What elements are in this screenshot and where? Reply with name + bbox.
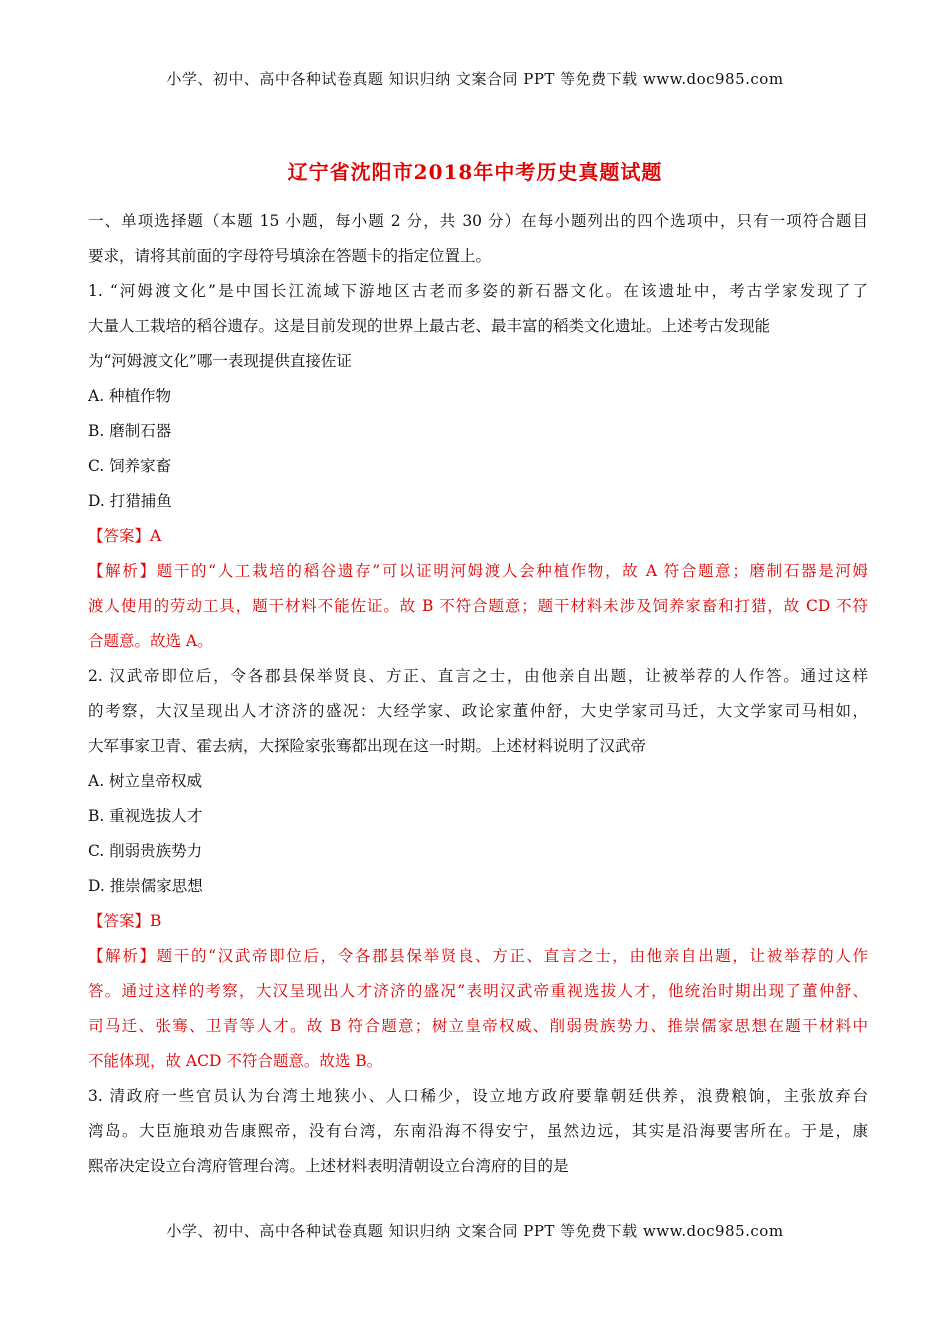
question-1-stem: 为“河姆渡文化”哪一表现提供直接佐证 <box>88 352 352 370</box>
question-2-stem: 2. 汉武帝即位后，令各郡县保举贤良、方正、直言之士，由他亲自出题，让被举荐的人作答。通过这样 <box>88 667 868 685</box>
question-2-option-c: C. 削弱贵族势力 <box>88 842 203 860</box>
question-1-option-a: A. 种植作物 <box>88 387 172 405</box>
question-1-stem: 1. “河姆渡文化”是中国长江流域下游地区古老而多姿的新石器文化。在该遗址中，考古学家发现了了 <box>88 282 868 300</box>
question-2-stem: 的考察，大汉呈现出人才济济的盛况：大经学家、政论家董仲舒，大史学家司马迁，大文学家司马相如， <box>88 702 868 720</box>
question-2-analysis: 不能体现，故 ACD 不符合题意。故选 B。 <box>88 1052 383 1070</box>
page-title: 辽宁省沈阳市2018年中考历史真题试题 <box>287 160 663 184</box>
section-instruction-line: 要求，请将其前面的字母符号填涂在答题卡的指定位置上。 <box>88 247 492 265</box>
question-3-stem: 3. 清政府一些官员认为台湾土地狭小、人口稀少，设立地方政府要靠朝廷供养，浪费粮饷，主张放弃台 <box>88 1087 868 1105</box>
question-1-option-c: C. 饲养家畜 <box>88 457 172 475</box>
question-3-stem: 湾岛。大臣施琅劝告康熙帝，没有台湾，东南沿海不得安宁，虽然边远，其实是沿海要害所在。于是，康 <box>88 1122 868 1140</box>
exam-content <box>88 204 868 1184</box>
question-2-option-d: D. 推崇儒家思想 <box>88 877 203 895</box>
question-2-stem: 大军事家卫青、霍去病，大探险家张骞都出现在这一时期。上述材料说明了汉武帝 <box>88 737 647 755</box>
question-1-stem: 大量人工栽培的稻谷遗存。这是目前发现的世界上最古老、最丰富的稻类文化遗址。上述考古发现能 <box>88 317 771 335</box>
question-1-answer: 【答案】A <box>88 527 162 545</box>
question-3-stem: 熙帝决定设立台湾府管理台湾。上述材料表明清朝设立台湾府的目的是 <box>88 1157 569 1175</box>
question-2-answer: 【答案】B <box>88 912 162 930</box>
question-2-analysis: 司马迁、张骞、卫青等人才。故 B 符合题意；树立皇帝权威、削弱贵族势力、推崇儒家思想在题干材料中 <box>88 1017 868 1035</box>
question-1-analysis: 渡人使用的劳动工具，题干材料不能佐证。故 B 不符合题意；题干材料未涉及饲养家畜和打猎，故 CD 不符 <box>88 597 868 615</box>
question-2-analysis: 答。通过这样的考察，大汉呈现出人才济济的盛况”表明汉武帝重视选拔人才，他统治时期出现了董仲舒、 <box>88 982 868 1000</box>
question-1-option-b: B. 磨制石器 <box>88 422 172 440</box>
question-1-analysis: 【解析】题干的“人工栽培的稻谷遗存”可以证明河姆渡人会种植作物，故 A 符合题意；磨制石器是河姆 <box>88 562 868 580</box>
question-1-analysis: 合题意。故选 A。 <box>88 632 213 650</box>
page-footer: 小学、初中、高中各种试卷真题 知识归纳 文案合同 PPT 等免费下载 www.doc985.com <box>166 1222 784 1240</box>
page-header: 小学、初中、高中各种试卷真题 知识归纳 文案合同 PPT 等免费下载 www.doc985.com <box>166 70 784 88</box>
question-2-analysis: 【解析】题干的“汉武帝即位后，令各郡县保举贤良、方正、直言之士，由他亲自出题，让被举荐的人作 <box>88 947 868 965</box>
question-2-option-b: B. 重视选拔人才 <box>88 807 203 825</box>
question-1-option-d: D. 打猎捕鱼 <box>88 492 172 510</box>
section-instruction-line: 一、单项选择题（本题 15 小题，每小题 2 分，共 30 分）在每小题列出的四个选项中，只有一项符合题目 <box>88 212 868 230</box>
question-2-option-a: A. 树立皇帝权威 <box>88 772 203 790</box>
